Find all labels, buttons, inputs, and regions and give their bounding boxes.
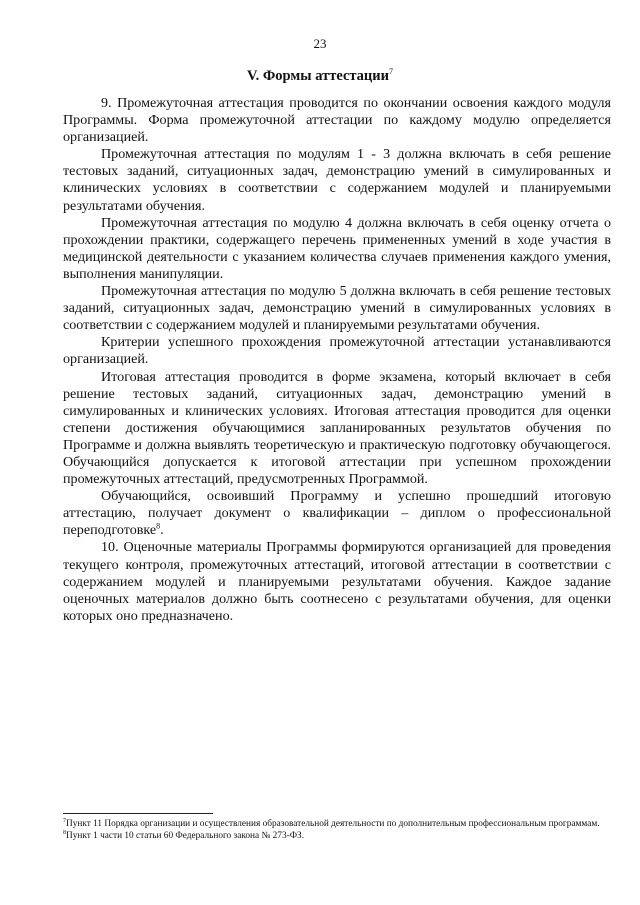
paragraph-text: Критерии успешного прохождения промежуточной аттестации устанавливаются организацией. [63, 334, 611, 368]
section-heading-text: V. Формы аттестации [246, 67, 389, 84]
footnote-marker: 7 [389, 67, 393, 76]
paragraph [63, 283, 611, 334]
paragraph-text: Промежуточная аттестация по модулю 5 должна включать в себя решение тестовых заданий, ситуационных задач, демонстрацию умений в симулированных условиях в соответствии с содержанием модулей и планируемыми результатами обучения. [63, 283, 611, 334]
body-text [63, 95, 611, 625]
footnote-divider [63, 813, 213, 814]
paragraph [63, 95, 611, 146]
paragraph: Обучающийся, освоивший Программу и успешно прошедший итоговую аттестацию, получает документ о квалификации – диплом о профессиональной переподготовке$^8$. [63, 488, 611, 539]
paragraph-text: 10. Оценочные материалы Программы формируются организацией для проведения текущего контроля, промежуточных аттестаций, итоговой аттестации в соответствии с содержанием модулей и планируемыми результатами обучения. Каждое задание оценочных материалов должно быть соотнесено с результатами обучения, для оценки которых оно предназначено. [63, 539, 611, 624]
paragraph-text: 9. Промежуточная аттестация проводится по окончании освоения каждого модуля Программы. Форма промежуточной аттестации по каждому модулю определяется организацией. [63, 95, 611, 146]
footnote-text: Пункт 1 части 10 статьи 60 Федерального закона № 273-ФЗ. [66, 831, 305, 841]
paragraph [63, 146, 611, 214]
page-number: 23 [313, 36, 327, 51]
footnote-number: 8 [63, 829, 66, 836]
paragraph [63, 215, 611, 283]
footnote-text: Пункт 11 Порядка организации и осуществления образовательной деятельности по дополнительным профессиональным программам. [66, 819, 600, 829]
footnote [63, 830, 611, 842]
paragraph [63, 369, 611, 489]
paragraph [63, 539, 611, 624]
paragraph-text: Обучающийся, освоивший Программу и успешно прошедший итоговую аттестацию, получает документ о квалификации – диплом о профессиональной переподготовке [63, 488, 611, 539]
footnote [63, 818, 611, 830]
section-heading [0, 67, 640, 85]
paragraph-text: Итоговая аттестация проводится в форме экзамена, который включает в себя решение тестовых заданий, ситуационных задач, демонстрацию умений в симулированных и клинических условиях. Итоговая аттестация проводится для оценки степени достижения обучающимися запланированных результатов обучения по Программе и должна выявлять теоретическую и практическую подготовку обучающегося. Обучающийся допускается к итоговой аттестации при успешном прохождении промежуточных аттестаций, предусмотренных Программой. [63, 368, 611, 488]
footnote-marker: 8 [156, 521, 161, 531]
paragraph-text: Промежуточная аттестация по модулям 1 - 3 должна включать в себя решение тестовых заданий, ситуационных задач, демонстрацию умений в симулированных и клинических условиях в соответствии с содержанием модулей и планируемыми результатами обучения. [63, 146, 611, 214]
footnote-number: 7 [63, 817, 66, 824]
paragraph-text: Промежуточная аттестация по модулю 4 должна включать в себя оценку отчета о прохождении практики, содержащего перечень примененных умений в ходе участия в медицинской деятельности с указанием количества случаев применения каждого умения, выполнения манипуляции. [63, 214, 611, 282]
paragraph [63, 334, 611, 368]
footnotes [63, 818, 611, 842]
